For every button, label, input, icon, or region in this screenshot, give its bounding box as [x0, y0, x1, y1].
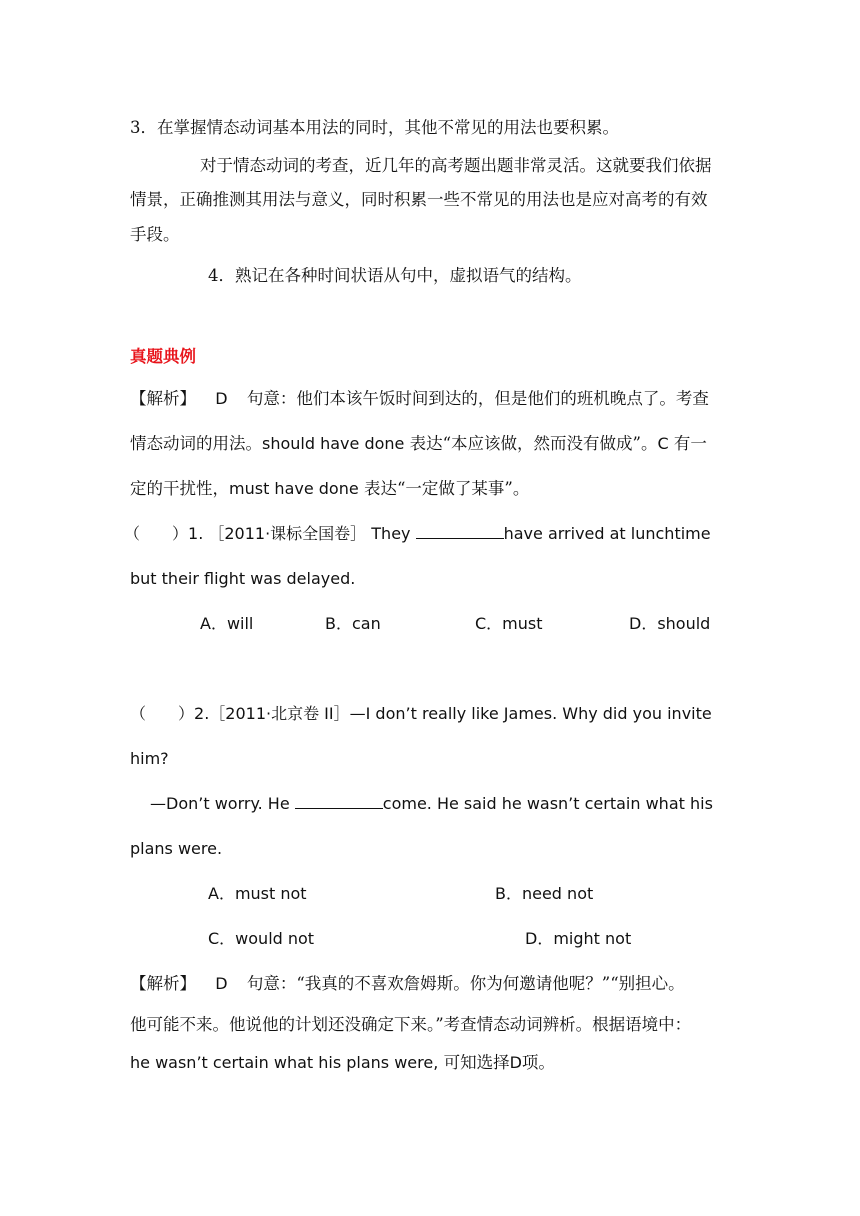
question2-option-c: C．would not: [208, 929, 315, 948]
question-source: ［2011·课标全国卷］: [208, 524, 367, 543]
question1-option-c: C．must: [475, 614, 543, 633]
answer-paren: （ ）: [124, 524, 189, 543]
question2-option-d: D．might not: [525, 929, 632, 948]
question2-stem-line2: him?: [130, 749, 169, 768]
answer-blank: [416, 522, 504, 539]
question1-option-b: B．can: [325, 614, 381, 633]
analysis-text: 表达“一定做了某事”。: [358, 479, 530, 498]
question-stem-start: They: [371, 524, 416, 543]
analysis1-line1: [130, 387, 709, 411]
question-stem-end: have arrived at lunchtime: [503, 524, 711, 543]
analysis2-line3: [130, 1051, 555, 1075]
section-heading: 真题典例: [130, 347, 196, 366]
tip3-paragraph-line3: 手段。: [130, 225, 180, 244]
analysis-text: 项。: [521, 1053, 555, 1072]
analysis-label: 【解析】: [130, 974, 196, 993]
question2-option-b: B．need not: [495, 884, 594, 903]
question1-stem-line2: but their flight was delayed.: [130, 569, 356, 588]
analysis-text: 可知选择: [443, 1053, 510, 1072]
question-stem-start: —I don’t really like James. Why did you invite: [349, 704, 712, 723]
analysis-english: should have done: [262, 434, 405, 453]
tip3-paragraph-line1: 对于情态动词的考查，近几年的高考题出题非常灵活。这就要我们依据: [200, 156, 712, 175]
question2-reply: [150, 792, 713, 816]
analysis-text: 定的干扰性，: [130, 479, 229, 498]
question1-stem: [124, 522, 711, 546]
analysis2-line2: 他可能不来。他说他的计划还没确定下来。”考查情态动词辨析。根据语境中：: [130, 1015, 692, 1034]
analysis1-line2: [130, 432, 707, 456]
question2-option-a: A．must not: [208, 884, 307, 903]
answer-blank: [295, 792, 383, 809]
tip3-paragraph-line2: 情景，正确推测其用法与意义，同时积累一些不常见的用法也是应对高考的有效: [130, 190, 708, 209]
analysis-english: C: [657, 434, 669, 453]
analysis-english: D: [509, 1053, 522, 1072]
question-reply-start: —Don’t worry. He: [150, 794, 295, 813]
question1-option-d: D．should: [629, 614, 711, 633]
question-reply-end: come. He said he wasn’t certain what his: [382, 794, 713, 813]
analysis-answer: D: [215, 974, 228, 993]
analysis-label: 【解析】: [130, 389, 196, 408]
analysis-text: 句意：“我真的不喜欢詹姆斯。你为何邀请他呢？”“别担心。: [246, 974, 685, 993]
question1-option-a: A．will: [200, 614, 254, 633]
analysis-text: 表达“本应该做，然而没有做成”。: [404, 434, 658, 453]
analysis-answer: D: [215, 389, 228, 408]
question2-reply-line2: plans were.: [130, 839, 223, 858]
analysis1-line3: [130, 477, 529, 501]
answer-paren: （ ）: [130, 704, 195, 723]
question-number: 2.: [194, 704, 210, 723]
analysis-text: 有一: [668, 434, 707, 453]
question-source: ［2011·北京卷 II］: [209, 704, 350, 723]
question-number: 1.: [188, 524, 204, 543]
analysis-english: he wasn’t certain what his plans were,: [130, 1053, 439, 1072]
analysis-text: 句意：他们本该午饭时间到达的，但是他们的班机晚点了。考查: [246, 389, 709, 408]
analysis2-line1: [130, 972, 685, 996]
analysis-english: must have done: [229, 479, 359, 498]
tip3-title: 3．在掌握情态动词基本用法的同时，其他不常见的用法也要积累。: [130, 118, 619, 137]
analysis-text: 情态动词的用法。: [130, 434, 262, 453]
tip4-title: 4．熟记在各种时间状语从句中，虚拟语气的结构。: [208, 266, 582, 285]
question2-stem: [130, 702, 712, 726]
